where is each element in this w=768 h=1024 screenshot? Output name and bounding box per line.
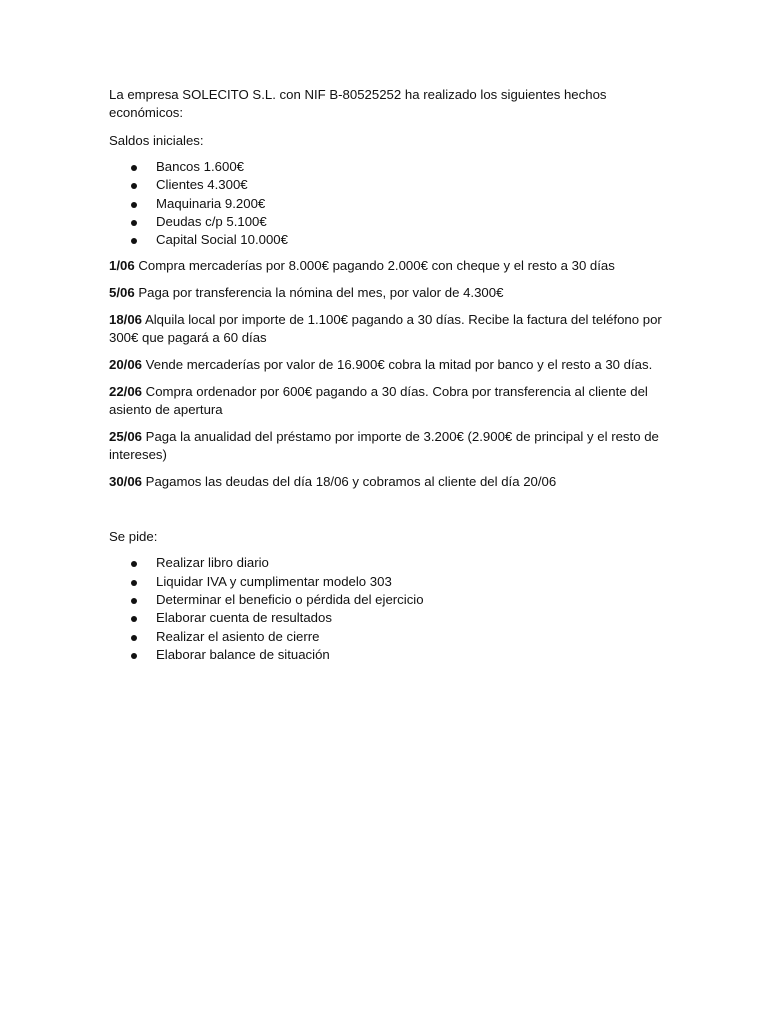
list-item-text: Determinar el beneficio o pérdida del ejercicio	[156, 592, 424, 608]
pide-list	[109, 554, 668, 664]
list-item-text: Clientes 4.300€	[156, 177, 248, 193]
bullet-icon	[131, 635, 137, 641]
event-text: Compra ordenador por 600€ pagando a 30 días. Cobra por transferencia al cliente del asiento de apertura	[109, 384, 648, 418]
list-item	[109, 573, 668, 591]
event-date: 1/06	[109, 258, 135, 274]
event-text: Vende mercaderías por valor de 16.900€ cobra la mitad por banco y el resto a 30 días.	[142, 357, 653, 373]
bullet-icon	[131, 220, 137, 226]
list-item	[109, 554, 668, 572]
spacer	[109, 500, 668, 528]
event-text: Pagamos las deudas del día 18/06 y cobramos al cliente del día 20/06	[142, 474, 557, 490]
list-item-text: Capital Social 10.000€	[156, 232, 288, 248]
list-item-text: Maquinaria 9.200€	[156, 195, 266, 211]
events-section	[109, 257, 668, 491]
list-item-text: Liquidar IVA y cumplimentar modelo 303	[156, 573, 392, 589]
bullet-icon	[131, 580, 137, 586]
list-item-text: Elaborar cuenta de resultados	[156, 610, 332, 626]
list-item	[109, 158, 668, 176]
bullet-icon	[131, 598, 137, 604]
event-text: Paga por transferencia la nómina del mes, por valor de 4.300€	[134, 285, 504, 301]
event-date: 22/06	[109, 384, 143, 400]
event-entry	[109, 284, 668, 302]
pide-heading: Se pide:	[109, 529, 158, 545]
saldos-heading: Saldos iniciales:	[109, 133, 204, 148]
event-date: 25/06	[109, 429, 143, 445]
list-item-text: Realizar libro diario	[156, 555, 269, 571]
event-date: 18/06	[109, 312, 143, 328]
event-text: Compra mercaderías por 8.000€ pagando 2.000€ con cheque y el resto a 30 días	[134, 258, 615, 274]
list-item	[109, 646, 668, 664]
list-item	[109, 176, 668, 194]
event-entry	[109, 473, 668, 491]
bullet-icon	[131, 202, 137, 208]
list-item	[109, 231, 668, 249]
bullet-icon	[131, 238, 137, 244]
event-date: 5/06	[109, 285, 135, 301]
list-item-text: Bancos 1.600€	[156, 159, 244, 174]
event-text: Paga la anualidad del préstamo por importe de 3.200€ (2.900€ de principal y el resto de intereses)	[109, 429, 659, 463]
event-entry	[109, 356, 668, 374]
list-item	[109, 628, 668, 646]
list-item	[109, 195, 668, 213]
event-text: Alquila local por importe de 1.100€ pagando a 30 días. Recibe la factura del teléfono por 300€ que pagará a 60 días	[109, 312, 662, 346]
event-entry	[109, 383, 668, 419]
list-item	[109, 609, 668, 627]
bullet-icon	[131, 183, 137, 189]
event-entry	[109, 257, 668, 275]
event-date: 30/06	[109, 474, 143, 490]
list-item-text: Elaborar balance de situación	[156, 646, 330, 662]
list-item	[109, 591, 668, 609]
list-item-text: Realizar el asiento de cierre	[156, 628, 320, 644]
saldos-list	[109, 158, 668, 249]
bullet-icon	[131, 165, 137, 171]
bullet-icon	[131, 561, 137, 567]
event-entry	[109, 311, 668, 347]
bullet-icon	[131, 653, 137, 659]
event-date: 20/06	[109, 357, 143, 373]
list-item-text: Deudas c/p 5.100€	[156, 213, 267, 229]
bullet-icon	[131, 616, 137, 622]
intro-paragraph: La empresa SOLECITO S.L. con NIF B-80525252 ha realizado los siguientes hechos económicos:	[109, 87, 607, 120]
event-entry	[109, 428, 668, 464]
list-item	[109, 213, 668, 231]
